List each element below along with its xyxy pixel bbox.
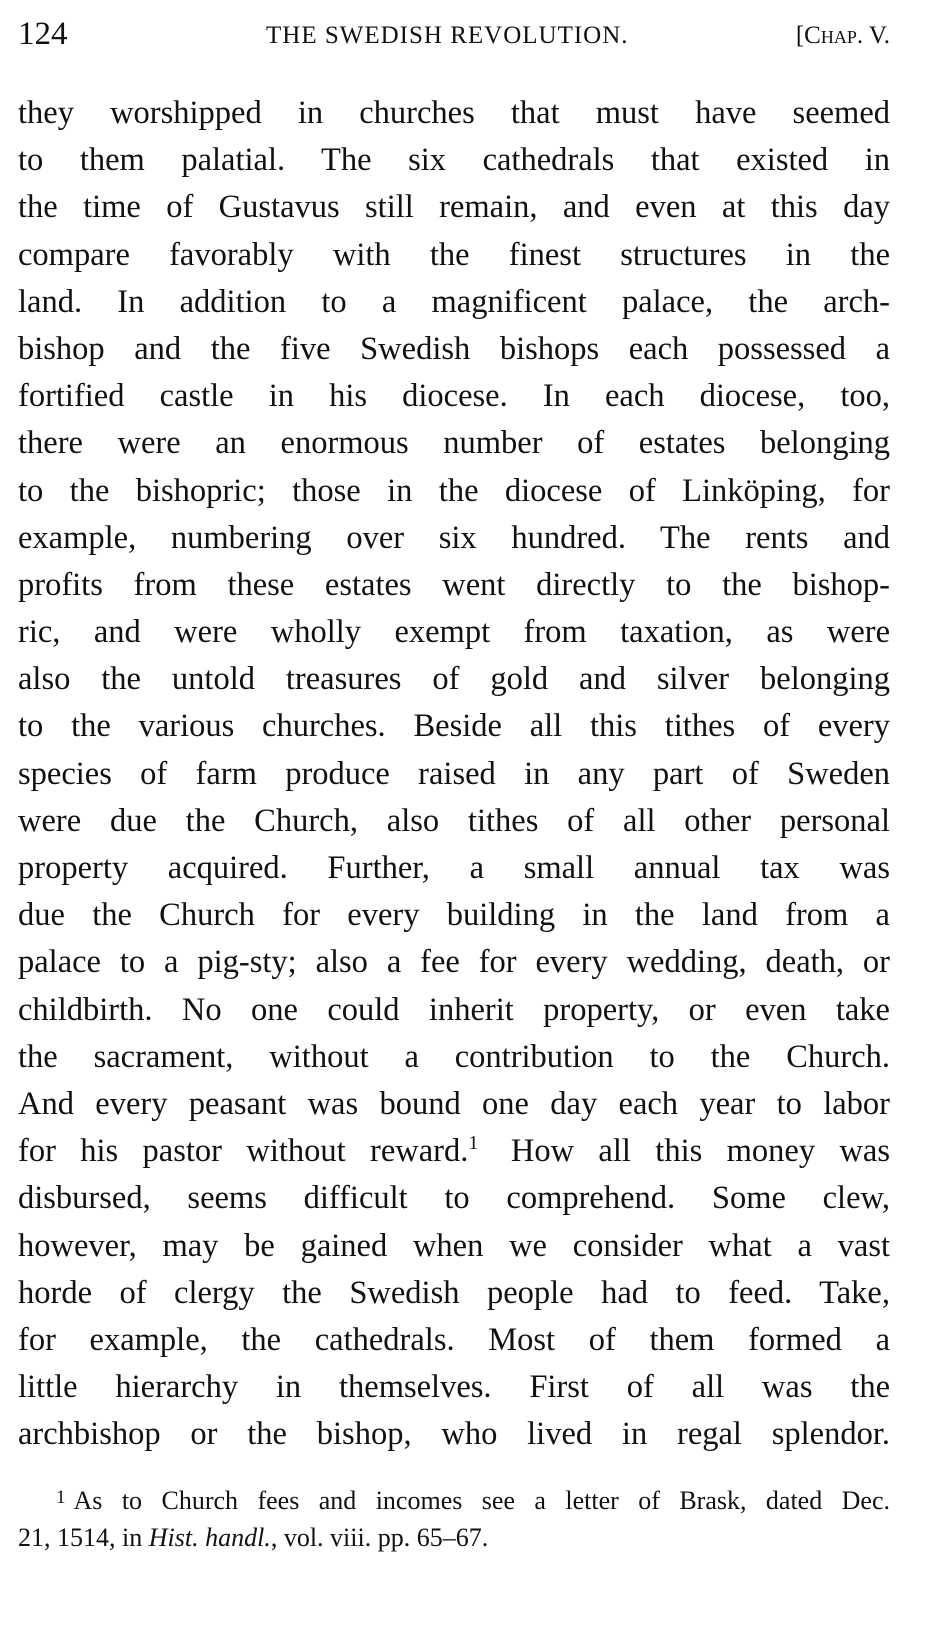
text-line: And every peasant was bound one day each year to labor xyxy=(18,1085,890,1122)
text-line: ric, and were wholly exempt from taxation, as were xyxy=(18,614,890,651)
text-line: there were an enormous number of estates belonging xyxy=(18,425,890,462)
text-line: fortified castle in his diocese. In each diocese, too, xyxy=(18,378,890,415)
footnote-line xyxy=(18,1478,890,1518)
footnote-text: , vol. viii. pp. 65–67. xyxy=(270,1523,489,1552)
chapter-reference: [Chap. V. xyxy=(795,22,890,49)
text-line-continuation: How all this money was xyxy=(510,1133,890,1170)
text-line: palace to a pig-sty; also a fee for every wedding, death, or xyxy=(18,944,890,981)
text-line: however, may be gained when we consider what a vast xyxy=(18,1227,890,1264)
body-text xyxy=(18,90,890,1458)
running-title: THE SWEDISH REVOLUTION. xyxy=(266,22,629,49)
footnote xyxy=(18,1478,890,1558)
text-line: bishop and the five Swedish bishops each possessed a xyxy=(18,330,890,367)
text-line-start: for his pastor without reward. xyxy=(18,1133,469,1170)
text-line: little hierarchy in themselves. First of all was the xyxy=(18,1369,890,1406)
page-number: 124 xyxy=(18,16,68,52)
text-line: property acquired. Further, a small annual tax was xyxy=(18,850,890,886)
footnote-marker: 1 xyxy=(468,1132,479,1155)
footnote-citation-title: Hist. handl. xyxy=(148,1523,271,1552)
footnote-number: 1 xyxy=(56,1487,66,1508)
text-line: childbirth. No one could inherit property, or even take xyxy=(18,991,890,1028)
footnote-text: As to Church fees and incomes see a letter of Brask, dated Dec. xyxy=(73,1486,890,1515)
text-line: species of farm produce raised in any part of Sweden xyxy=(18,755,890,792)
text-line: the sacrament, without a contribution to the Church. xyxy=(18,1038,890,1075)
text-line: also the untold treasures of gold and silver belonging xyxy=(18,661,890,698)
text-line: to the various churches. Beside all this tithes of every xyxy=(18,708,890,745)
text-line: the time of Gustavus still remain, and even at this day xyxy=(18,189,890,226)
footnote-line xyxy=(18,1518,890,1558)
text-line: for example, the cathedrals. Most of them formed a xyxy=(18,1321,890,1358)
text-line: land. In addition to a magnificent palace, the arch- xyxy=(18,283,890,320)
text-line: were due the Church, also tithes of all other personal xyxy=(18,802,890,839)
text-line: disbursed, seems difficult to comprehend. Some clew, xyxy=(18,1180,890,1217)
text-line: profits from these estates went directly to the bishop- xyxy=(18,566,890,603)
text-line: example, numbering over six hundred. The rents and xyxy=(18,519,890,556)
text-line: due the Church for every building in the land from a xyxy=(18,897,890,934)
running-head xyxy=(18,14,890,58)
text-line: horde of clergy the Swedish people had to feed. Take, xyxy=(18,1274,890,1311)
text-line-with-footnote xyxy=(18,1128,890,1175)
text-line: compare favorably with the finest structures in the xyxy=(18,236,890,273)
text-line: to them palatial. The six cathedrals that existed in xyxy=(18,142,890,179)
footnote-text: 21, 1514, in xyxy=(18,1523,149,1552)
text-line: archbishop or the bishop, who lived in regal splendor. xyxy=(18,1416,890,1453)
text-line: to the bishopric; those in the diocese of Linköping, for xyxy=(18,472,890,509)
text-line: they worshipped in churches that must have seemed xyxy=(18,95,890,131)
